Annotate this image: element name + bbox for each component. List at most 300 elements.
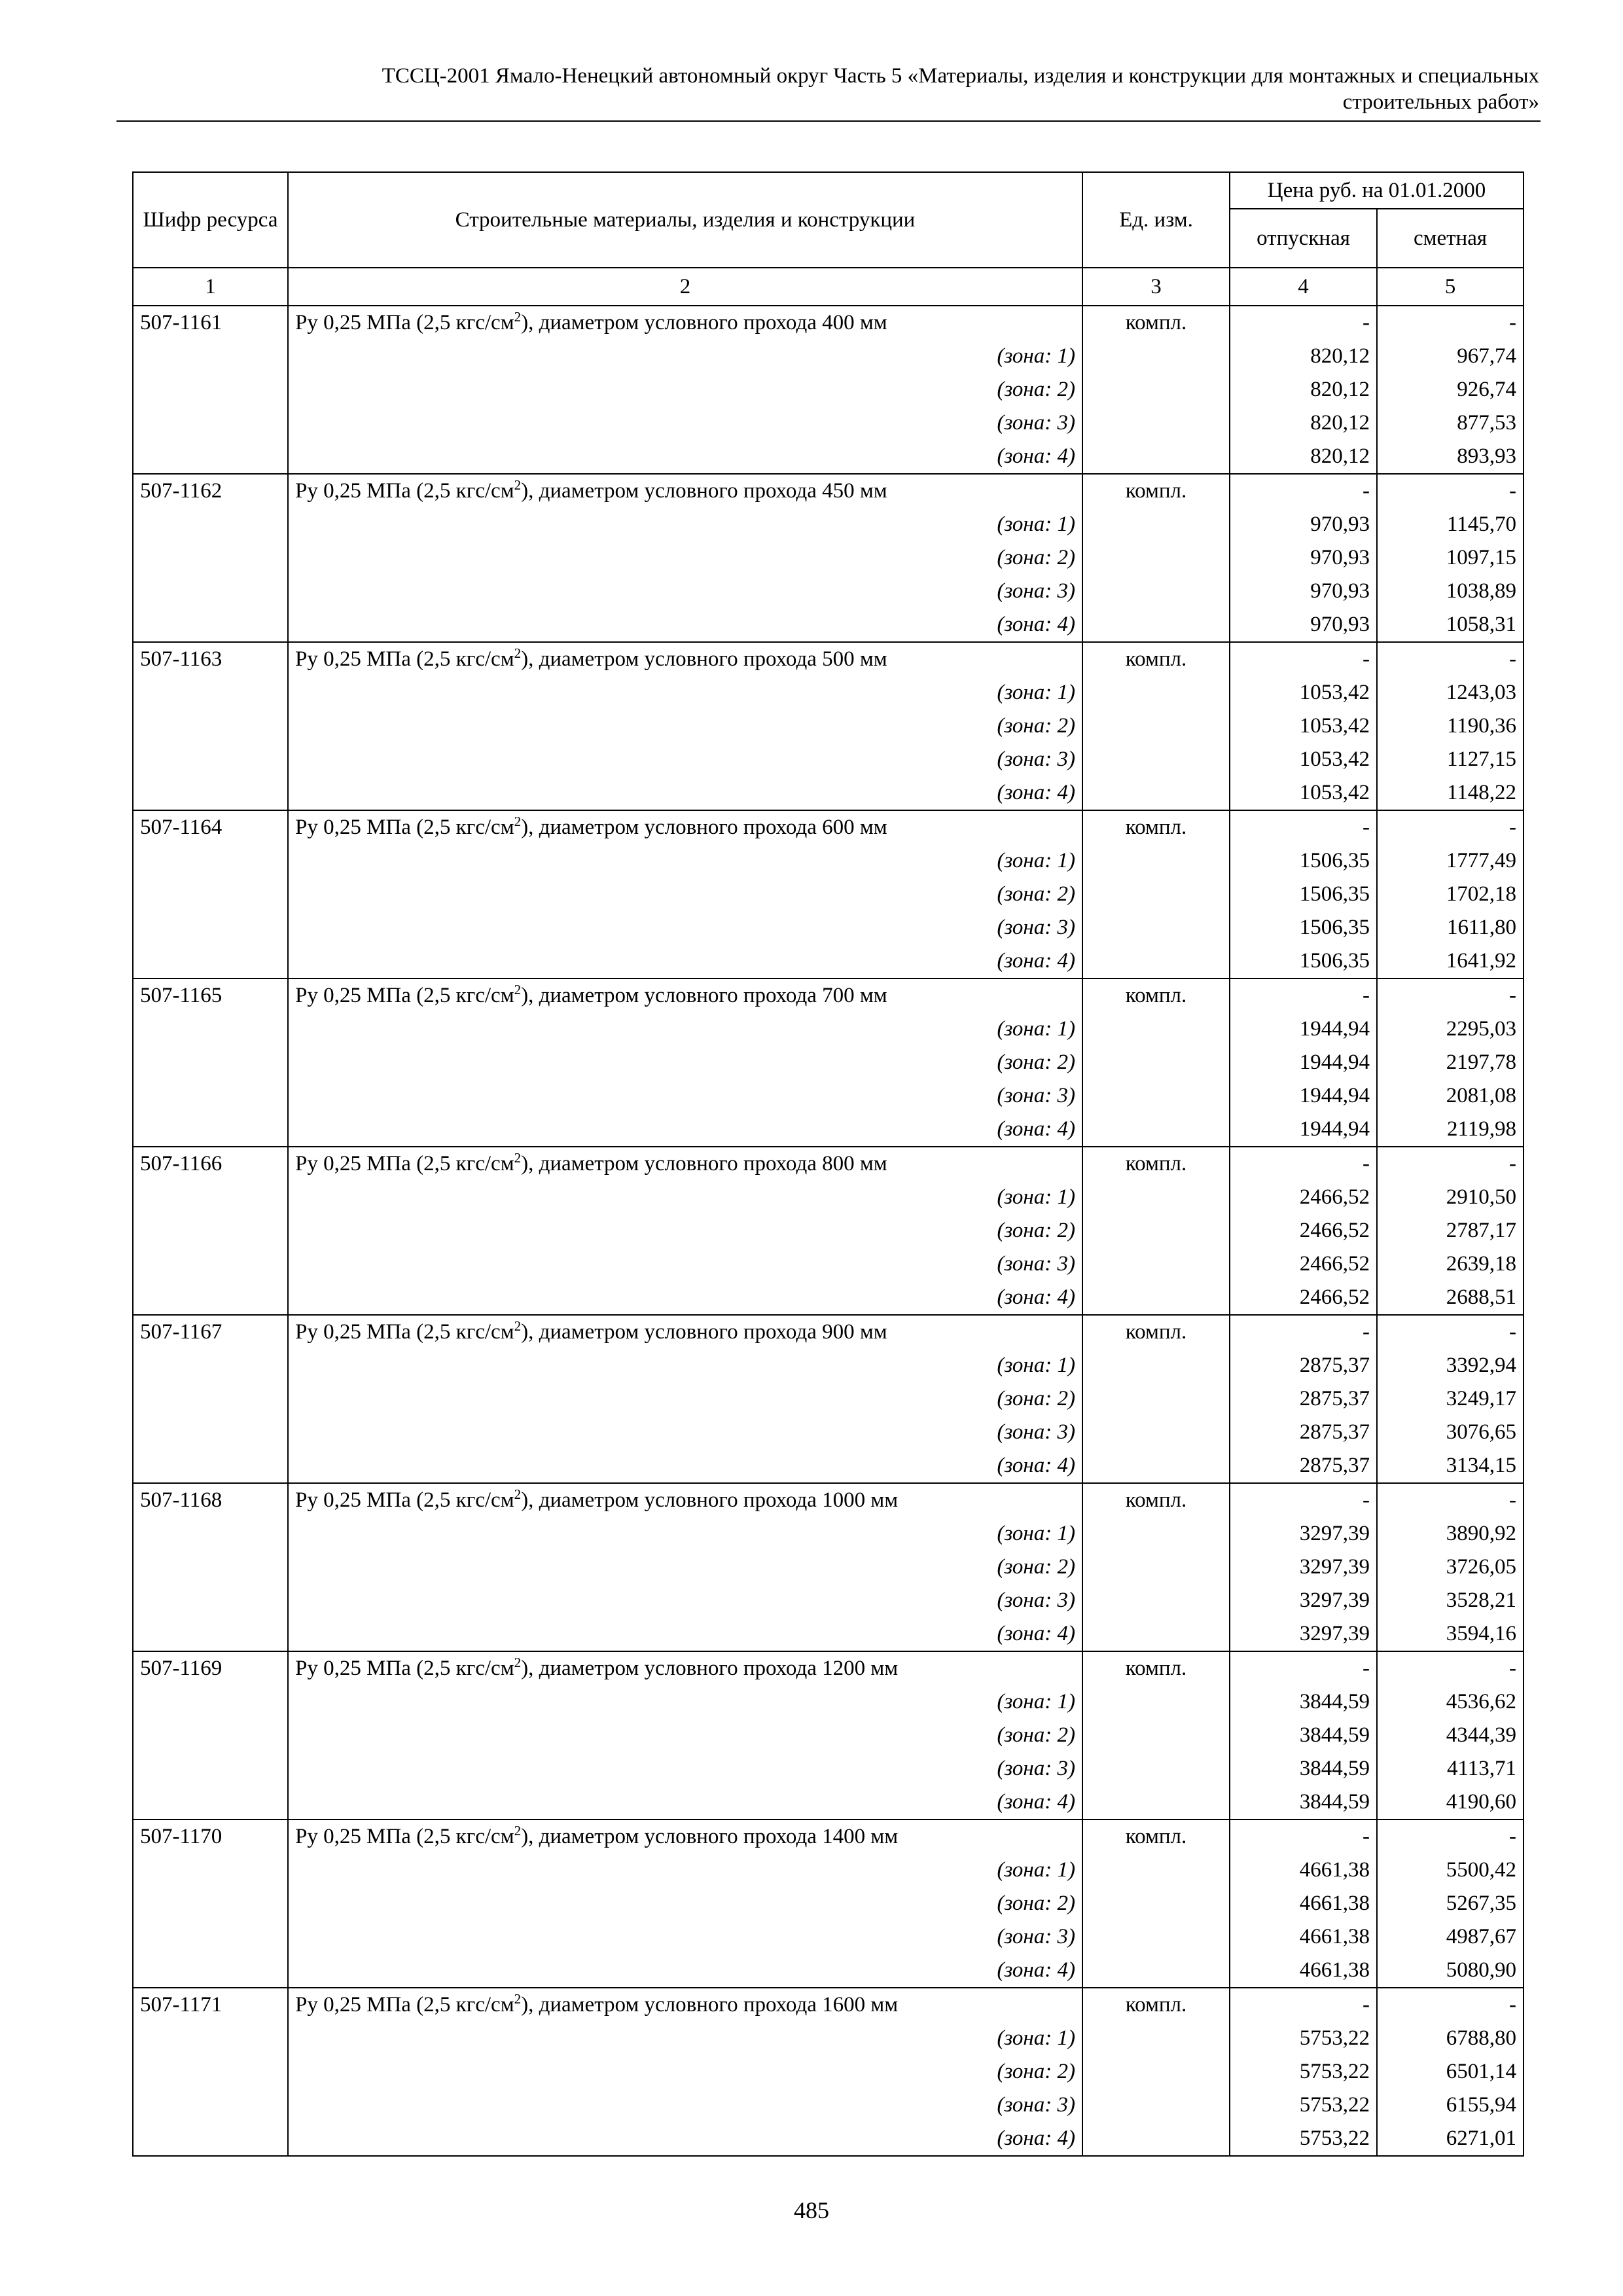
estimate-price: 2910,50 [1377, 1181, 1524, 1214]
estimate-price: 2197,78 [1377, 1046, 1524, 1079]
empty-cell [1082, 1113, 1230, 1147]
price-table-body [133, 306, 1524, 2156]
table-row [133, 1920, 1524, 1954]
estimate-price: 4190,60 [1377, 1785, 1524, 1820]
estimate-price: 2081,08 [1377, 1079, 1524, 1113]
table-row [133, 575, 1524, 608]
empty-cell [133, 1685, 288, 1719]
release-price: 5753,22 [1230, 2089, 1377, 2122]
diameter: 600 мм [822, 816, 887, 839]
diameter: 1600 мм [822, 1993, 899, 2017]
empty-cell [1082, 878, 1230, 911]
col-header-code: Шифр ресурса [133, 172, 288, 268]
zone-label: (зона: 3) [288, 911, 1082, 944]
empty-cell [133, 1349, 288, 1382]
zone-label: (зона: 4) [288, 1954, 1082, 1988]
release-price: 2875,37 [1230, 1349, 1377, 1382]
release-price: 3297,39 [1230, 1517, 1377, 1551]
resource-code: 507-1165 [133, 978, 288, 1013]
release-price: 820,12 [1230, 340, 1377, 373]
empty-cell [1082, 1449, 1230, 1483]
price-table [132, 171, 1524, 2157]
estimate-price: - [1377, 474, 1524, 508]
unit: компл. [1082, 1988, 1230, 2022]
estimate-price: 1777,49 [1377, 844, 1524, 878]
page-number: 485 [794, 2197, 829, 2223]
table-row [133, 1887, 1524, 1920]
empty-cell [1082, 1854, 1230, 1887]
name-prefix: Ру 0,25 МПа (2,5 кгс/см [295, 1825, 514, 1848]
release-price: - [1230, 1147, 1377, 1181]
release-price: - [1230, 978, 1377, 1013]
empty-cell [1082, 1517, 1230, 1551]
resource-code: 507-1168 [133, 1483, 288, 1517]
release-price: - [1230, 642, 1377, 676]
release-price: 2466,52 [1230, 1214, 1377, 1247]
release-price: 4661,38 [1230, 1887, 1377, 1920]
table-row [133, 978, 1524, 1013]
header-rule [116, 120, 1541, 122]
empty-cell [1082, 1281, 1230, 1315]
resource-code: 507-1163 [133, 642, 288, 676]
unit: компл. [1082, 978, 1230, 1013]
empty-cell [1082, 541, 1230, 575]
name-prefix: Ру 0,25 МПа (2,5 кгс/см [295, 647, 514, 671]
table-row [133, 1954, 1524, 1988]
release-price: 3844,59 [1230, 1785, 1377, 1820]
empty-cell [1082, 1584, 1230, 1617]
release-price: 1506,35 [1230, 878, 1377, 911]
diameter: 800 мм [822, 1152, 887, 1175]
empty-cell [1082, 1181, 1230, 1214]
release-price: - [1230, 810, 1377, 844]
estimate-price: 2119,98 [1377, 1113, 1524, 1147]
material-name [288, 1820, 1082, 1854]
estimate-price: - [1377, 1651, 1524, 1685]
name-suffix: ), диаметром условного прохода [521, 984, 823, 1007]
material-name [288, 642, 1082, 676]
zone-label: (зона: 3) [288, 1584, 1082, 1617]
release-price: - [1230, 474, 1377, 508]
estimate-price: 5267,35 [1377, 1887, 1524, 1920]
table-row [133, 709, 1524, 743]
empty-cell [133, 2022, 288, 2055]
empty-cell [1082, 1349, 1230, 1382]
zone-label: (зона: 2) [288, 1046, 1082, 1079]
zone-label: (зона: 2) [288, 2055, 1082, 2089]
estimate-price: - [1377, 1483, 1524, 1517]
estimate-price: - [1377, 642, 1524, 676]
empty-cell [1082, 1079, 1230, 1113]
empty-cell [1082, 776, 1230, 810]
material-name [288, 810, 1082, 844]
unit: компл. [1082, 1147, 1230, 1181]
empty-cell [133, 1416, 288, 1449]
zone-label: (зона: 1) [288, 1181, 1082, 1214]
zone-label: (зона: 1) [288, 1349, 1082, 1382]
table-row [133, 1416, 1524, 1449]
empty-cell [1082, 1416, 1230, 1449]
header-line-1: ТССЦ-2001 Ямало-Ненецкий автономный округ Часть 5 «Материалы, изделия и конструкции для монтажных и специальных [382, 64, 1539, 88]
empty-cell [133, 743, 288, 776]
empty-cell [133, 1281, 288, 1315]
table-row [133, 1113, 1524, 1147]
empty-cell [1082, 2122, 1230, 2156]
name-exponent: 2 [514, 1318, 522, 1334]
estimate-price: 5080,90 [1377, 1954, 1524, 1988]
empty-cell [133, 2122, 288, 2156]
estimate-price: - [1377, 306, 1524, 340]
table-row [133, 1719, 1524, 1752]
estimate-price: 1702,18 [1377, 878, 1524, 911]
table-row [133, 406, 1524, 440]
empty-cell [133, 1752, 288, 1785]
unit: компл. [1082, 306, 1230, 340]
name-exponent: 2 [514, 1823, 522, 1839]
running-header [118, 63, 1539, 115]
zone-label: (зона: 3) [288, 2089, 1082, 2122]
zone-label: (зона: 1) [288, 1685, 1082, 1719]
empty-cell [133, 1887, 288, 1920]
diameter: 1400 мм [822, 1825, 899, 1848]
table-row [133, 1685, 1524, 1719]
table-row [133, 1247, 1524, 1281]
table-row [133, 1046, 1524, 1079]
release-price: 820,12 [1230, 440, 1377, 474]
release-price: 3844,59 [1230, 1685, 1377, 1719]
zone-label: (зона: 1) [288, 340, 1082, 373]
release-price: 5753,22 [1230, 2055, 1377, 2089]
empty-cell [133, 844, 288, 878]
empty-cell [1082, 2055, 1230, 2089]
table-row [133, 1315, 1524, 1349]
estimate-price: - [1377, 1315, 1524, 1349]
col-number: 1 [133, 268, 288, 306]
empty-cell [1082, 2022, 1230, 2055]
estimate-price: 6501,14 [1377, 2055, 1524, 2089]
name-suffix: ), диаметром условного прохода [521, 1320, 823, 1344]
empty-cell [1082, 2089, 1230, 2122]
estimate-price: 1611,80 [1377, 911, 1524, 944]
table-row [133, 1752, 1524, 1785]
resource-code: 507-1164 [133, 810, 288, 844]
zone-label: (зона: 2) [288, 541, 1082, 575]
table-row [133, 1013, 1524, 1046]
name-suffix: ), диаметром условного прохода [521, 816, 823, 839]
table-row [133, 1382, 1524, 1416]
zone-label: (зона: 4) [288, 1617, 1082, 1651]
release-price: 2875,37 [1230, 1382, 1377, 1416]
col-header-name: Строительные материалы, изделия и конструкции [288, 172, 1082, 268]
table-row [133, 1281, 1524, 1315]
zone-label: (зона: 3) [288, 743, 1082, 776]
zone-label: (зона: 2) [288, 878, 1082, 911]
zone-label: (зона: 1) [288, 1517, 1082, 1551]
zone-label: (зона: 4) [288, 608, 1082, 642]
zone-label: (зона: 1) [288, 2022, 1082, 2055]
estimate-price: 2295,03 [1377, 1013, 1524, 1046]
empty-cell [133, 406, 288, 440]
name-prefix: Ру 0,25 МПа (2,5 кгс/см [295, 984, 514, 1007]
empty-cell [133, 1954, 288, 1988]
material-name [288, 1147, 1082, 1181]
table-row [133, 1617, 1524, 1651]
table-row [133, 1214, 1524, 1247]
resource-code: 507-1161 [133, 306, 288, 340]
zone-label: (зона: 4) [288, 2122, 1082, 2156]
empty-cell [133, 541, 288, 575]
zone-label: (зона: 2) [288, 373, 1082, 406]
table-row [133, 1517, 1524, 1551]
name-prefix: Ру 0,25 МПа (2,5 кгс/см [295, 1993, 514, 2017]
release-price: 3297,39 [1230, 1584, 1377, 1617]
col-number: 3 [1082, 268, 1230, 306]
empty-cell [133, 2089, 288, 2122]
estimate-price: - [1377, 1147, 1524, 1181]
material-name [288, 1988, 1082, 2022]
estimate-price: 3528,21 [1377, 1584, 1524, 1617]
estimate-price: 3594,16 [1377, 1617, 1524, 1651]
diameter: 500 мм [822, 647, 887, 671]
zone-label: (зона: 4) [288, 776, 1082, 810]
zone-label: (зона: 1) [288, 676, 1082, 709]
material-name [288, 1651, 1082, 1685]
release-price: 1944,94 [1230, 1079, 1377, 1113]
name-exponent: 2 [514, 1655, 522, 1670]
estimate-price: - [1377, 978, 1524, 1013]
empty-cell [133, 373, 288, 406]
empty-cell [133, 944, 288, 978]
estimate-price: 4536,62 [1377, 1685, 1524, 1719]
empty-cell [1082, 340, 1230, 373]
name-exponent: 2 [514, 645, 522, 661]
estimate-price: - [1377, 1820, 1524, 1854]
release-price: 3297,39 [1230, 1551, 1377, 1584]
empty-cell [1082, 373, 1230, 406]
estimate-price: 1097,15 [1377, 541, 1524, 575]
release-price: - [1230, 1988, 1377, 2022]
empty-cell [133, 709, 288, 743]
empty-cell [1082, 1551, 1230, 1584]
estimate-price: 926,74 [1377, 373, 1524, 406]
release-price: 3844,59 [1230, 1719, 1377, 1752]
release-price: 2466,52 [1230, 1181, 1377, 1214]
table-row [133, 2022, 1524, 2055]
estimate-price: 1148,22 [1377, 776, 1524, 810]
zone-label: (зона: 3) [288, 406, 1082, 440]
table-row [133, 1785, 1524, 1820]
table-row [133, 642, 1524, 676]
zone-label: (зона: 3) [288, 1079, 1082, 1113]
table-row [133, 373, 1524, 406]
name-prefix: Ру 0,25 МПа (2,5 кгс/см [295, 816, 514, 839]
table-row [133, 1181, 1524, 1214]
unit: компл. [1082, 474, 1230, 508]
empty-cell [133, 1046, 288, 1079]
empty-cell [1082, 1685, 1230, 1719]
table-row [133, 2122, 1524, 2156]
empty-cell [1082, 1046, 1230, 1079]
empty-cell [1082, 1752, 1230, 1785]
release-price: 970,93 [1230, 508, 1377, 541]
empty-cell [133, 878, 288, 911]
col-header-estimate: сметная [1377, 209, 1524, 268]
estimate-price: 1243,03 [1377, 676, 1524, 709]
empty-cell [133, 340, 288, 373]
resource-code: 507-1166 [133, 1147, 288, 1181]
release-price: 1944,94 [1230, 1013, 1377, 1046]
empty-cell [133, 1920, 288, 1954]
diameter: 400 мм [822, 311, 887, 334]
zone-label: (зона: 4) [288, 1113, 1082, 1147]
name-suffix: ), диаметром условного прохода [521, 1825, 823, 1848]
table-row [133, 1079, 1524, 1113]
diameter: 450 мм [822, 479, 887, 503]
table-row [133, 1483, 1524, 1517]
release-price: 970,93 [1230, 608, 1377, 642]
resource-code: 507-1169 [133, 1651, 288, 1685]
zone-label: (зона: 3) [288, 1247, 1082, 1281]
zone-label: (зона: 1) [288, 508, 1082, 541]
name-suffix: ), диаметром условного прохода [521, 311, 823, 334]
empty-cell [133, 1854, 288, 1887]
estimate-price: 877,53 [1377, 406, 1524, 440]
empty-cell [133, 1449, 288, 1483]
zone-label: (зона: 2) [288, 1719, 1082, 1752]
table-row [133, 340, 1524, 373]
estimate-price: 3726,05 [1377, 1551, 1524, 1584]
release-price: 5753,22 [1230, 2022, 1377, 2055]
empty-cell [133, 911, 288, 944]
release-price: 1053,42 [1230, 676, 1377, 709]
zone-label: (зона: 2) [288, 1214, 1082, 1247]
table-row [133, 1147, 1524, 1181]
empty-cell [133, 1382, 288, 1416]
col-header-release: отпускная [1230, 209, 1377, 268]
empty-cell [1082, 944, 1230, 978]
diameter: 1000 мм [822, 1488, 899, 1512]
table-row [133, 844, 1524, 878]
estimate-price: 6788,80 [1377, 2022, 1524, 2055]
empty-cell [133, 1617, 288, 1651]
empty-cell [133, 1214, 288, 1247]
release-price: - [1230, 1651, 1377, 1685]
material-name [288, 1483, 1082, 1517]
table-row [133, 306, 1524, 340]
estimate-price: - [1377, 810, 1524, 844]
empty-cell [133, 1584, 288, 1617]
col-number: 5 [1377, 268, 1524, 306]
release-price: - [1230, 1315, 1377, 1349]
estimate-price: 6271,01 [1377, 2122, 1524, 2156]
empty-cell [133, 1517, 288, 1551]
table-row [133, 2055, 1524, 2089]
empty-cell [133, 440, 288, 474]
name-suffix: ), диаметром условного прохода [521, 479, 823, 503]
release-price: 970,93 [1230, 575, 1377, 608]
estimate-price: 6155,94 [1377, 2089, 1524, 2122]
empty-cell [1082, 1617, 1230, 1651]
table-row [133, 474, 1524, 508]
zone-label: (зона: 4) [288, 1449, 1082, 1483]
release-price: 970,93 [1230, 541, 1377, 575]
table-row [133, 676, 1524, 709]
col-number: 4 [1230, 268, 1377, 306]
name-exponent: 2 [514, 1486, 522, 1502]
estimate-price: 2787,17 [1377, 1214, 1524, 1247]
zone-label: (зона: 2) [288, 1382, 1082, 1416]
table-row [133, 1820, 1524, 1854]
estimate-price: 3392,94 [1377, 1349, 1524, 1382]
release-price: 5753,22 [1230, 2122, 1377, 2156]
estimate-price: 2688,51 [1377, 1281, 1524, 1315]
estimate-price: 5500,42 [1377, 1854, 1524, 1887]
release-price: - [1230, 306, 1377, 340]
empty-cell [133, 676, 288, 709]
empty-cell [1082, 1954, 1230, 1988]
estimate-price: 4113,71 [1377, 1752, 1524, 1785]
release-price: 2875,37 [1230, 1416, 1377, 1449]
zone-label: (зона: 4) [288, 440, 1082, 474]
empty-cell [133, 776, 288, 810]
zone-label: (зона: 4) [288, 1785, 1082, 1820]
estimate-price: 1641,92 [1377, 944, 1524, 978]
empty-cell [1082, 709, 1230, 743]
estimate-price: - [1377, 1988, 1524, 2022]
name-prefix: Ру 0,25 МПа (2,5 кгс/см [295, 1320, 514, 1344]
empty-cell [133, 575, 288, 608]
table-row [133, 1349, 1524, 1382]
table-row [133, 911, 1524, 944]
table-row [133, 2089, 1524, 2122]
zone-label: (зона: 2) [288, 709, 1082, 743]
estimate-price: 3249,17 [1377, 1382, 1524, 1416]
empty-cell [1082, 575, 1230, 608]
release-price: - [1230, 1483, 1377, 1517]
release-price: 1506,35 [1230, 944, 1377, 978]
estimate-price: 893,93 [1377, 440, 1524, 474]
col-number: 2 [288, 268, 1082, 306]
release-price: 1944,94 [1230, 1046, 1377, 1079]
table-row [133, 776, 1524, 810]
unit: компл. [1082, 810, 1230, 844]
empty-cell [1082, 406, 1230, 440]
name-prefix: Ру 0,25 МПа (2,5 кгс/см [295, 1488, 514, 1512]
zone-label: (зона: 3) [288, 575, 1082, 608]
empty-cell [1082, 1785, 1230, 1820]
empty-cell [133, 1551, 288, 1584]
name-suffix: ), диаметром условного прохода [521, 1488, 823, 1512]
table-row [133, 743, 1524, 776]
estimate-price: 1038,89 [1377, 575, 1524, 608]
diameter: 900 мм [822, 1320, 887, 1344]
name-exponent: 2 [514, 814, 522, 829]
release-price: 2466,52 [1230, 1247, 1377, 1281]
release-price: 4661,38 [1230, 1854, 1377, 1887]
release-price: 4661,38 [1230, 1954, 1377, 1988]
resource-code: 507-1167 [133, 1315, 288, 1349]
empty-cell [1082, 1887, 1230, 1920]
empty-cell [1082, 1920, 1230, 1954]
zone-label: (зона: 2) [288, 1887, 1082, 1920]
empty-cell [133, 508, 288, 541]
zone-label: (зона: 1) [288, 1013, 1082, 1046]
table-row [133, 1988, 1524, 2022]
table-row [133, 508, 1524, 541]
zone-label: (зона: 2) [288, 1551, 1082, 1584]
estimate-price: 3076,65 [1377, 1416, 1524, 1449]
estimate-price: 1190,36 [1377, 709, 1524, 743]
